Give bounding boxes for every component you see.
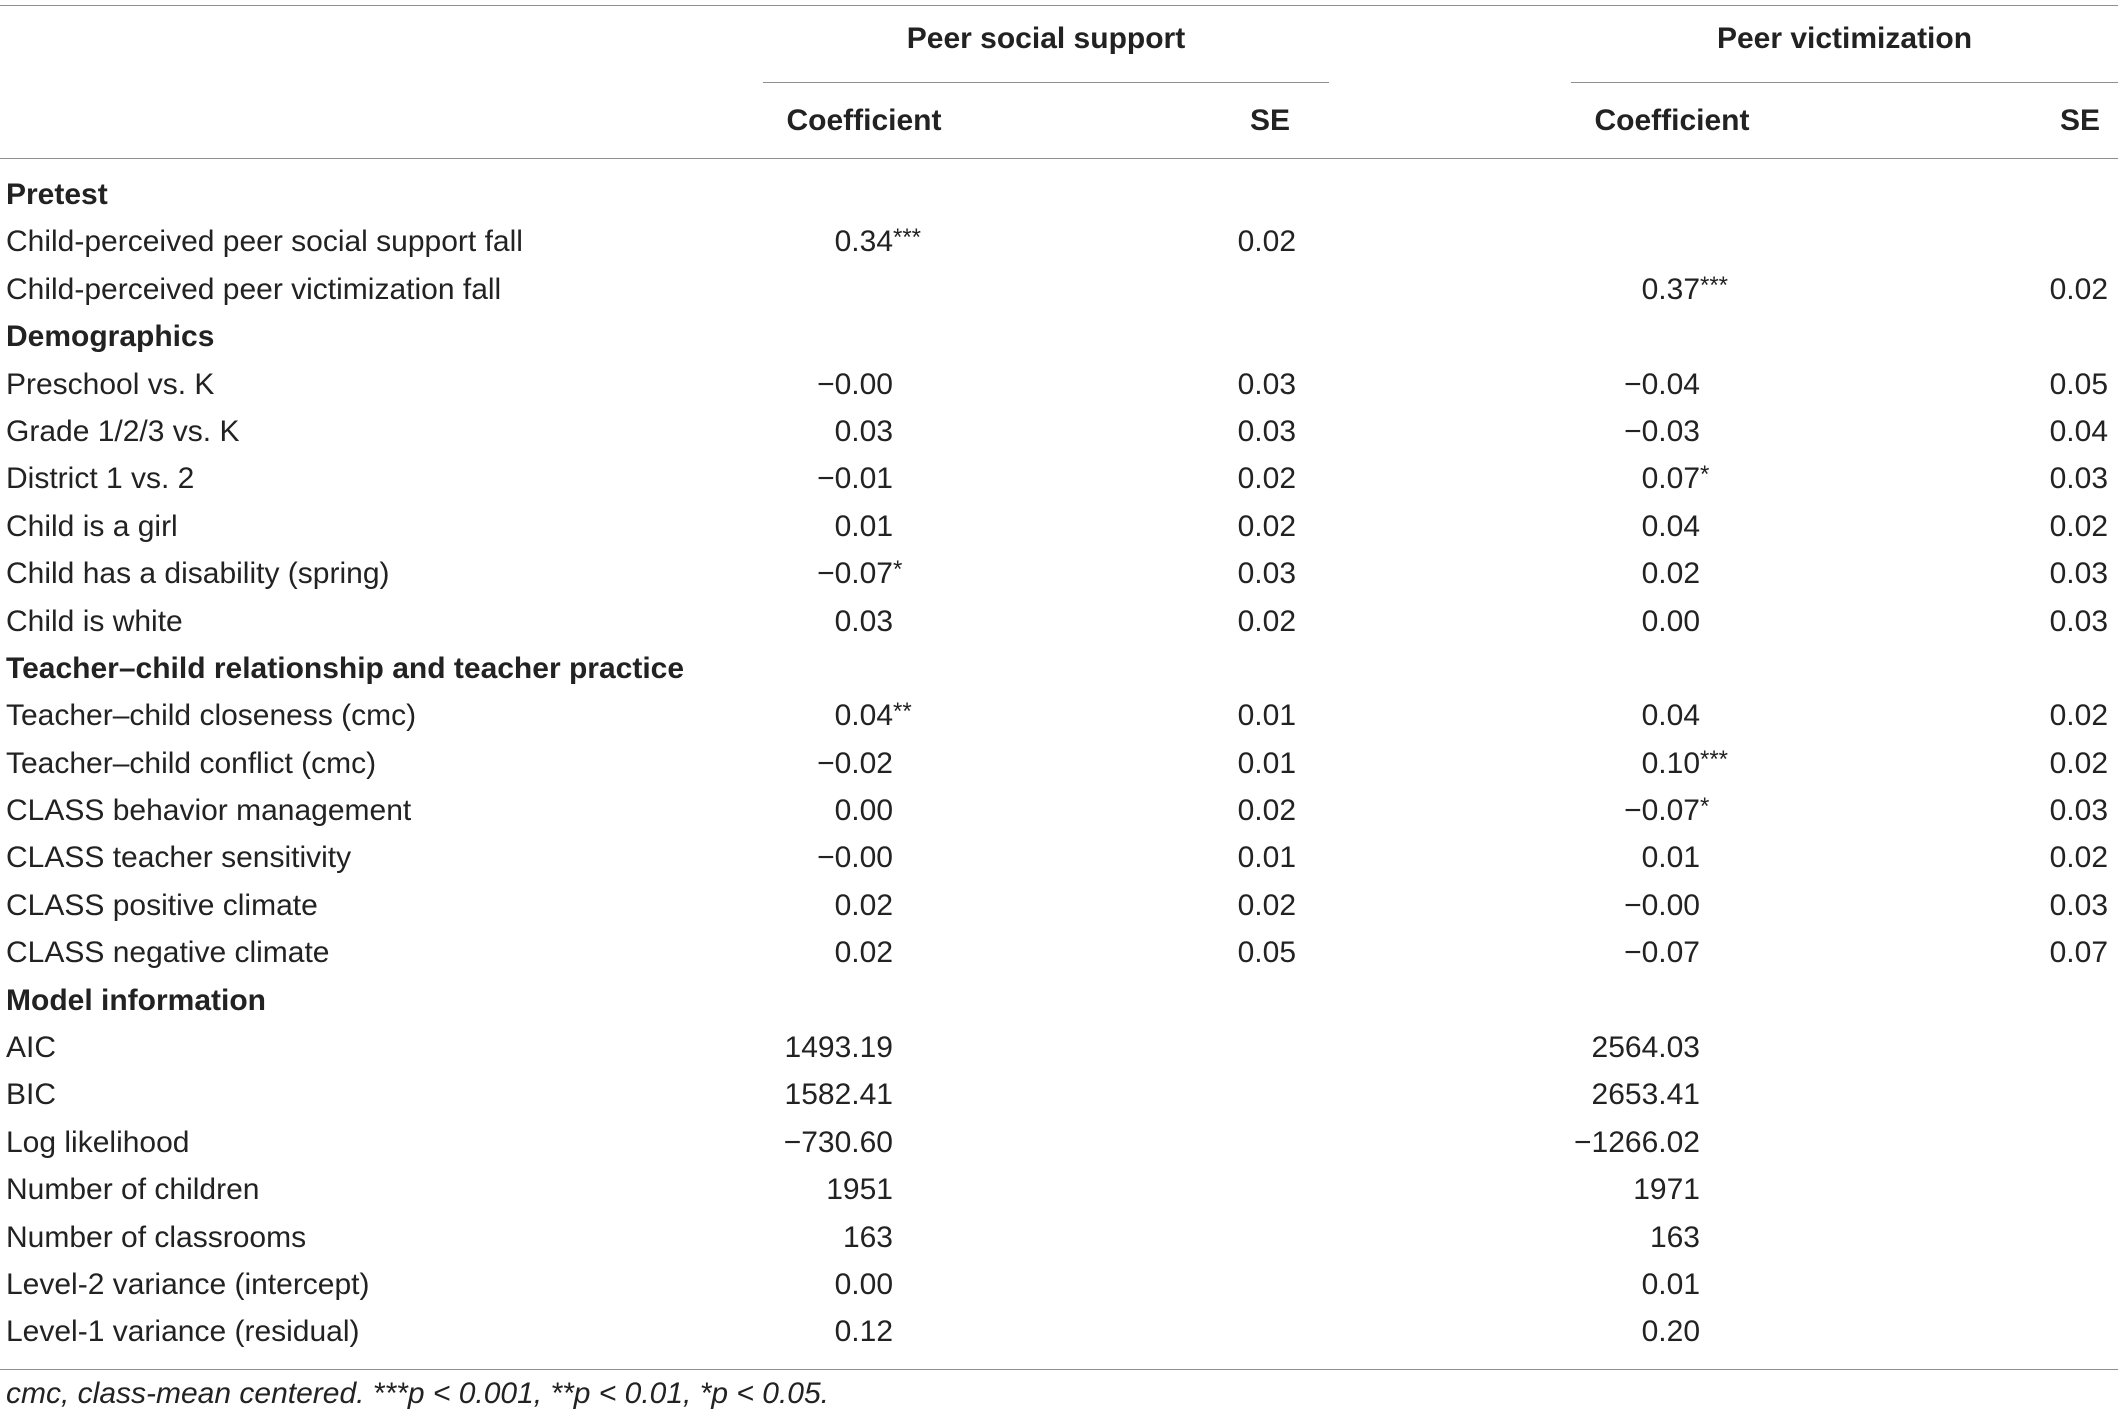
section-label: Model information xyxy=(6,983,266,1017)
row-label: Child is white xyxy=(6,604,183,638)
significance-marker-victimization xyxy=(1700,787,1709,834)
cell-coefficient-victimization: 2564.03 xyxy=(1591,1031,1700,1065)
cell-se-victimization: 0.03 xyxy=(2049,604,2108,638)
table-row xyxy=(0,1119,2118,1166)
table-row xyxy=(0,266,2118,313)
cell-coefficient-support: 0.00 xyxy=(834,1267,893,1301)
significance-marker-support xyxy=(893,692,912,739)
row-label: Child is a girl xyxy=(6,509,178,543)
table-row xyxy=(0,1214,2118,1261)
cell-se-victimization: 0.03 xyxy=(2049,557,2108,591)
significance-stars: *** xyxy=(893,224,922,252)
cell-se-victimization: 0.04 xyxy=(2049,414,2108,448)
significance-stars: * xyxy=(1700,461,1710,489)
section-label: Demographics xyxy=(6,320,215,354)
cell-coefficient-support: 163 xyxy=(842,1220,893,1254)
table-row xyxy=(0,598,2118,645)
cell-coefficient-support: 0.03 xyxy=(834,414,893,448)
table-row xyxy=(0,361,2118,408)
cell-se-victimization: 0.02 xyxy=(2049,509,2108,543)
cell-coefficient-victimization: −1266.02 xyxy=(1574,1125,1700,1159)
row-label: AIC xyxy=(6,1031,57,1065)
table-footnote: cmc, class-mean centered. ***p < 0.001, **p < 0.01, *p < 0.05. xyxy=(6,1377,829,1410)
row-label: Child has a disability (spring) xyxy=(6,557,390,591)
cell-coefficient-support: −0.01 xyxy=(817,462,893,496)
cell-se-support: 0.05 xyxy=(1237,936,1296,970)
cell-se-support: 0.02 xyxy=(1237,225,1296,259)
significance-marker-victimization xyxy=(1700,455,1709,502)
row-label: Teacher–child closeness (cmc) xyxy=(6,699,417,733)
significance-stars: *** xyxy=(1700,271,1729,299)
row-label: District 1 vs. 2 xyxy=(6,462,195,496)
group-header-peer-social-support: Peer social support xyxy=(906,22,1186,55)
cell-coefficient-support: 0.04 xyxy=(834,699,893,733)
table-bottom-rule xyxy=(0,1369,2118,1370)
table-row xyxy=(0,550,2118,597)
row-label: Preschool vs. K xyxy=(6,367,215,401)
column-header-se-support: SE xyxy=(1249,104,1291,137)
section-header-row xyxy=(0,645,2118,692)
cell-coefficient-support: 0.00 xyxy=(834,794,893,828)
header-bottom-rule xyxy=(0,158,2118,159)
cell-coefficient-victimization: 0.04 xyxy=(1641,699,1700,733)
cell-coefficient-victimization: 1971 xyxy=(1633,1173,1700,1207)
cell-coefficient-victimization: 0.00 xyxy=(1641,604,1700,638)
group-rule-peer-victimization xyxy=(1571,82,2118,83)
table-row xyxy=(0,692,2118,739)
cell-coefficient-victimization: −0.00 xyxy=(1624,888,1700,922)
cell-se-support: 0.02 xyxy=(1237,888,1296,922)
cell-se-victimization: 0.02 xyxy=(2049,272,2108,306)
significance-stars: *** xyxy=(1700,745,1729,773)
cell-coefficient-support: 0.01 xyxy=(834,509,893,543)
cell-se-support: 0.01 xyxy=(1237,746,1296,780)
cell-se-support: 0.02 xyxy=(1237,509,1296,543)
cell-coefficient-support: −0.00 xyxy=(817,367,893,401)
row-label: CLASS teacher sensitivity xyxy=(6,841,352,875)
table-top-rule xyxy=(0,5,2118,6)
cell-coefficient-victimization: −0.04 xyxy=(1624,367,1700,401)
cell-se-support: 0.02 xyxy=(1237,794,1296,828)
section-header-row xyxy=(0,977,2118,1024)
table-body xyxy=(0,171,2118,1356)
table-row xyxy=(0,929,2118,976)
table-row xyxy=(0,455,2118,502)
cell-coefficient-support: 0.34 xyxy=(834,225,893,259)
table-row xyxy=(0,740,2118,787)
cell-coefficient-support: 0.12 xyxy=(834,1315,893,1349)
row-label: Child-perceived peer victimization fall xyxy=(6,272,502,306)
cell-se-support: 0.03 xyxy=(1237,367,1296,401)
row-label: Number of classrooms xyxy=(6,1220,307,1254)
row-label: Log likelihood xyxy=(6,1125,190,1159)
cell-coefficient-victimization: 2653.41 xyxy=(1591,1078,1700,1112)
cell-coefficient-victimization: 0.10 xyxy=(1641,746,1700,780)
cell-se-victimization: 0.07 xyxy=(2049,936,2108,970)
cell-se-victimization: 0.02 xyxy=(2049,841,2108,875)
group-rule-peer-social-support xyxy=(763,82,1329,83)
cell-coefficient-support: 1493.19 xyxy=(784,1031,893,1065)
cell-coefficient-victimization: 0.04 xyxy=(1641,509,1700,543)
significance-stars: * xyxy=(893,556,903,584)
cell-se-victimization: 0.02 xyxy=(2049,699,2108,733)
table-row xyxy=(0,1166,2118,1213)
significance-stars: * xyxy=(1700,793,1710,821)
table-row xyxy=(0,1261,2118,1308)
cell-se-support: 0.03 xyxy=(1237,414,1296,448)
section-label: Pretest xyxy=(6,178,108,211)
section-label: Teacher–child relationship and teacher practice xyxy=(6,651,685,685)
cell-coefficient-support: 0.03 xyxy=(834,604,893,638)
column-header-coefficient-victimization: Coefficient xyxy=(1594,104,1750,137)
cell-coefficient-victimization: 163 xyxy=(1649,1220,1700,1254)
row-label: CLASS positive climate xyxy=(6,888,318,922)
table-row xyxy=(0,834,2118,881)
cell-se-victimization: 0.03 xyxy=(2049,888,2108,922)
cell-coefficient-victimization: 0.37 xyxy=(1641,272,1700,306)
cell-coefficient-victimization: 0.20 xyxy=(1641,1315,1700,1349)
cell-se-support: 0.02 xyxy=(1237,604,1296,638)
table-row xyxy=(0,1071,2118,1118)
cell-coefficient-support: −0.00 xyxy=(817,841,893,875)
section-header-row xyxy=(0,313,2118,360)
cell-coefficient-victimization: −0.03 xyxy=(1624,414,1700,448)
row-label: Level-2 variance (intercept) xyxy=(6,1267,370,1301)
section-header-row xyxy=(0,171,2118,218)
cell-coefficient-victimization: 0.02 xyxy=(1641,557,1700,591)
cell-coefficient-victimization: 0.07 xyxy=(1641,462,1700,496)
table-row xyxy=(0,787,2118,834)
cell-coefficient-support: 1582.41 xyxy=(784,1078,893,1112)
cell-coefficient-support: 0.02 xyxy=(834,888,893,922)
cell-se-support: 0.02 xyxy=(1237,462,1296,496)
cell-se-support: 0.01 xyxy=(1237,699,1296,733)
table-row xyxy=(0,503,2118,550)
row-label: Teacher–child conflict (cmc) xyxy=(6,746,377,780)
cell-coefficient-victimization: −0.07 xyxy=(1624,794,1700,828)
table-row xyxy=(0,408,2118,455)
row-label: Level-1 variance (residual) xyxy=(6,1315,360,1349)
cell-se-victimization: 0.05 xyxy=(2049,367,2108,401)
cell-coefficient-victimization: −0.07 xyxy=(1624,936,1700,970)
row-label: CLASS behavior management xyxy=(6,794,412,828)
significance-marker-support xyxy=(893,218,921,265)
row-label: CLASS negative climate xyxy=(6,936,330,970)
row-label: BIC xyxy=(6,1078,57,1112)
row-label: Number of children xyxy=(6,1173,260,1207)
cell-coefficient-victimization: 0.01 xyxy=(1641,1267,1700,1301)
table-row xyxy=(0,218,2118,265)
table-row xyxy=(0,1308,2118,1355)
cell-coefficient-support: −0.07 xyxy=(817,557,893,591)
cell-se-victimization: 0.03 xyxy=(2049,462,2108,496)
column-header-coefficient-support: Coefficient xyxy=(786,104,942,137)
cell-se-support: 0.01 xyxy=(1237,841,1296,875)
table-row xyxy=(0,882,2118,929)
cell-se-support: 0.03 xyxy=(1237,557,1296,591)
significance-marker-victimization xyxy=(1700,740,1728,787)
cell-coefficient-support: 1951 xyxy=(826,1173,893,1207)
significance-marker-support xyxy=(893,550,902,597)
cell-coefficient-support: −0.02 xyxy=(817,746,893,780)
group-header-peer-victimization: Peer victimization xyxy=(1716,22,1973,55)
table-row xyxy=(0,1024,2118,1071)
significance-marker-victimization xyxy=(1700,266,1728,313)
column-header-se-victimization: SE xyxy=(2059,104,2100,137)
cell-coefficient-support: 0.02 xyxy=(834,936,893,970)
cell-se-victimization: 0.02 xyxy=(2049,746,2108,780)
cell-se-victimization: 0.03 xyxy=(2049,794,2108,828)
row-label: Grade 1/2/3 vs. K xyxy=(6,414,240,448)
cell-coefficient-support: −730.60 xyxy=(783,1125,893,1159)
significance-stars: ** xyxy=(893,698,912,726)
cell-coefficient-victimization: 0.01 xyxy=(1641,841,1700,875)
row-label: Child-perceived peer social support fall xyxy=(6,225,523,259)
